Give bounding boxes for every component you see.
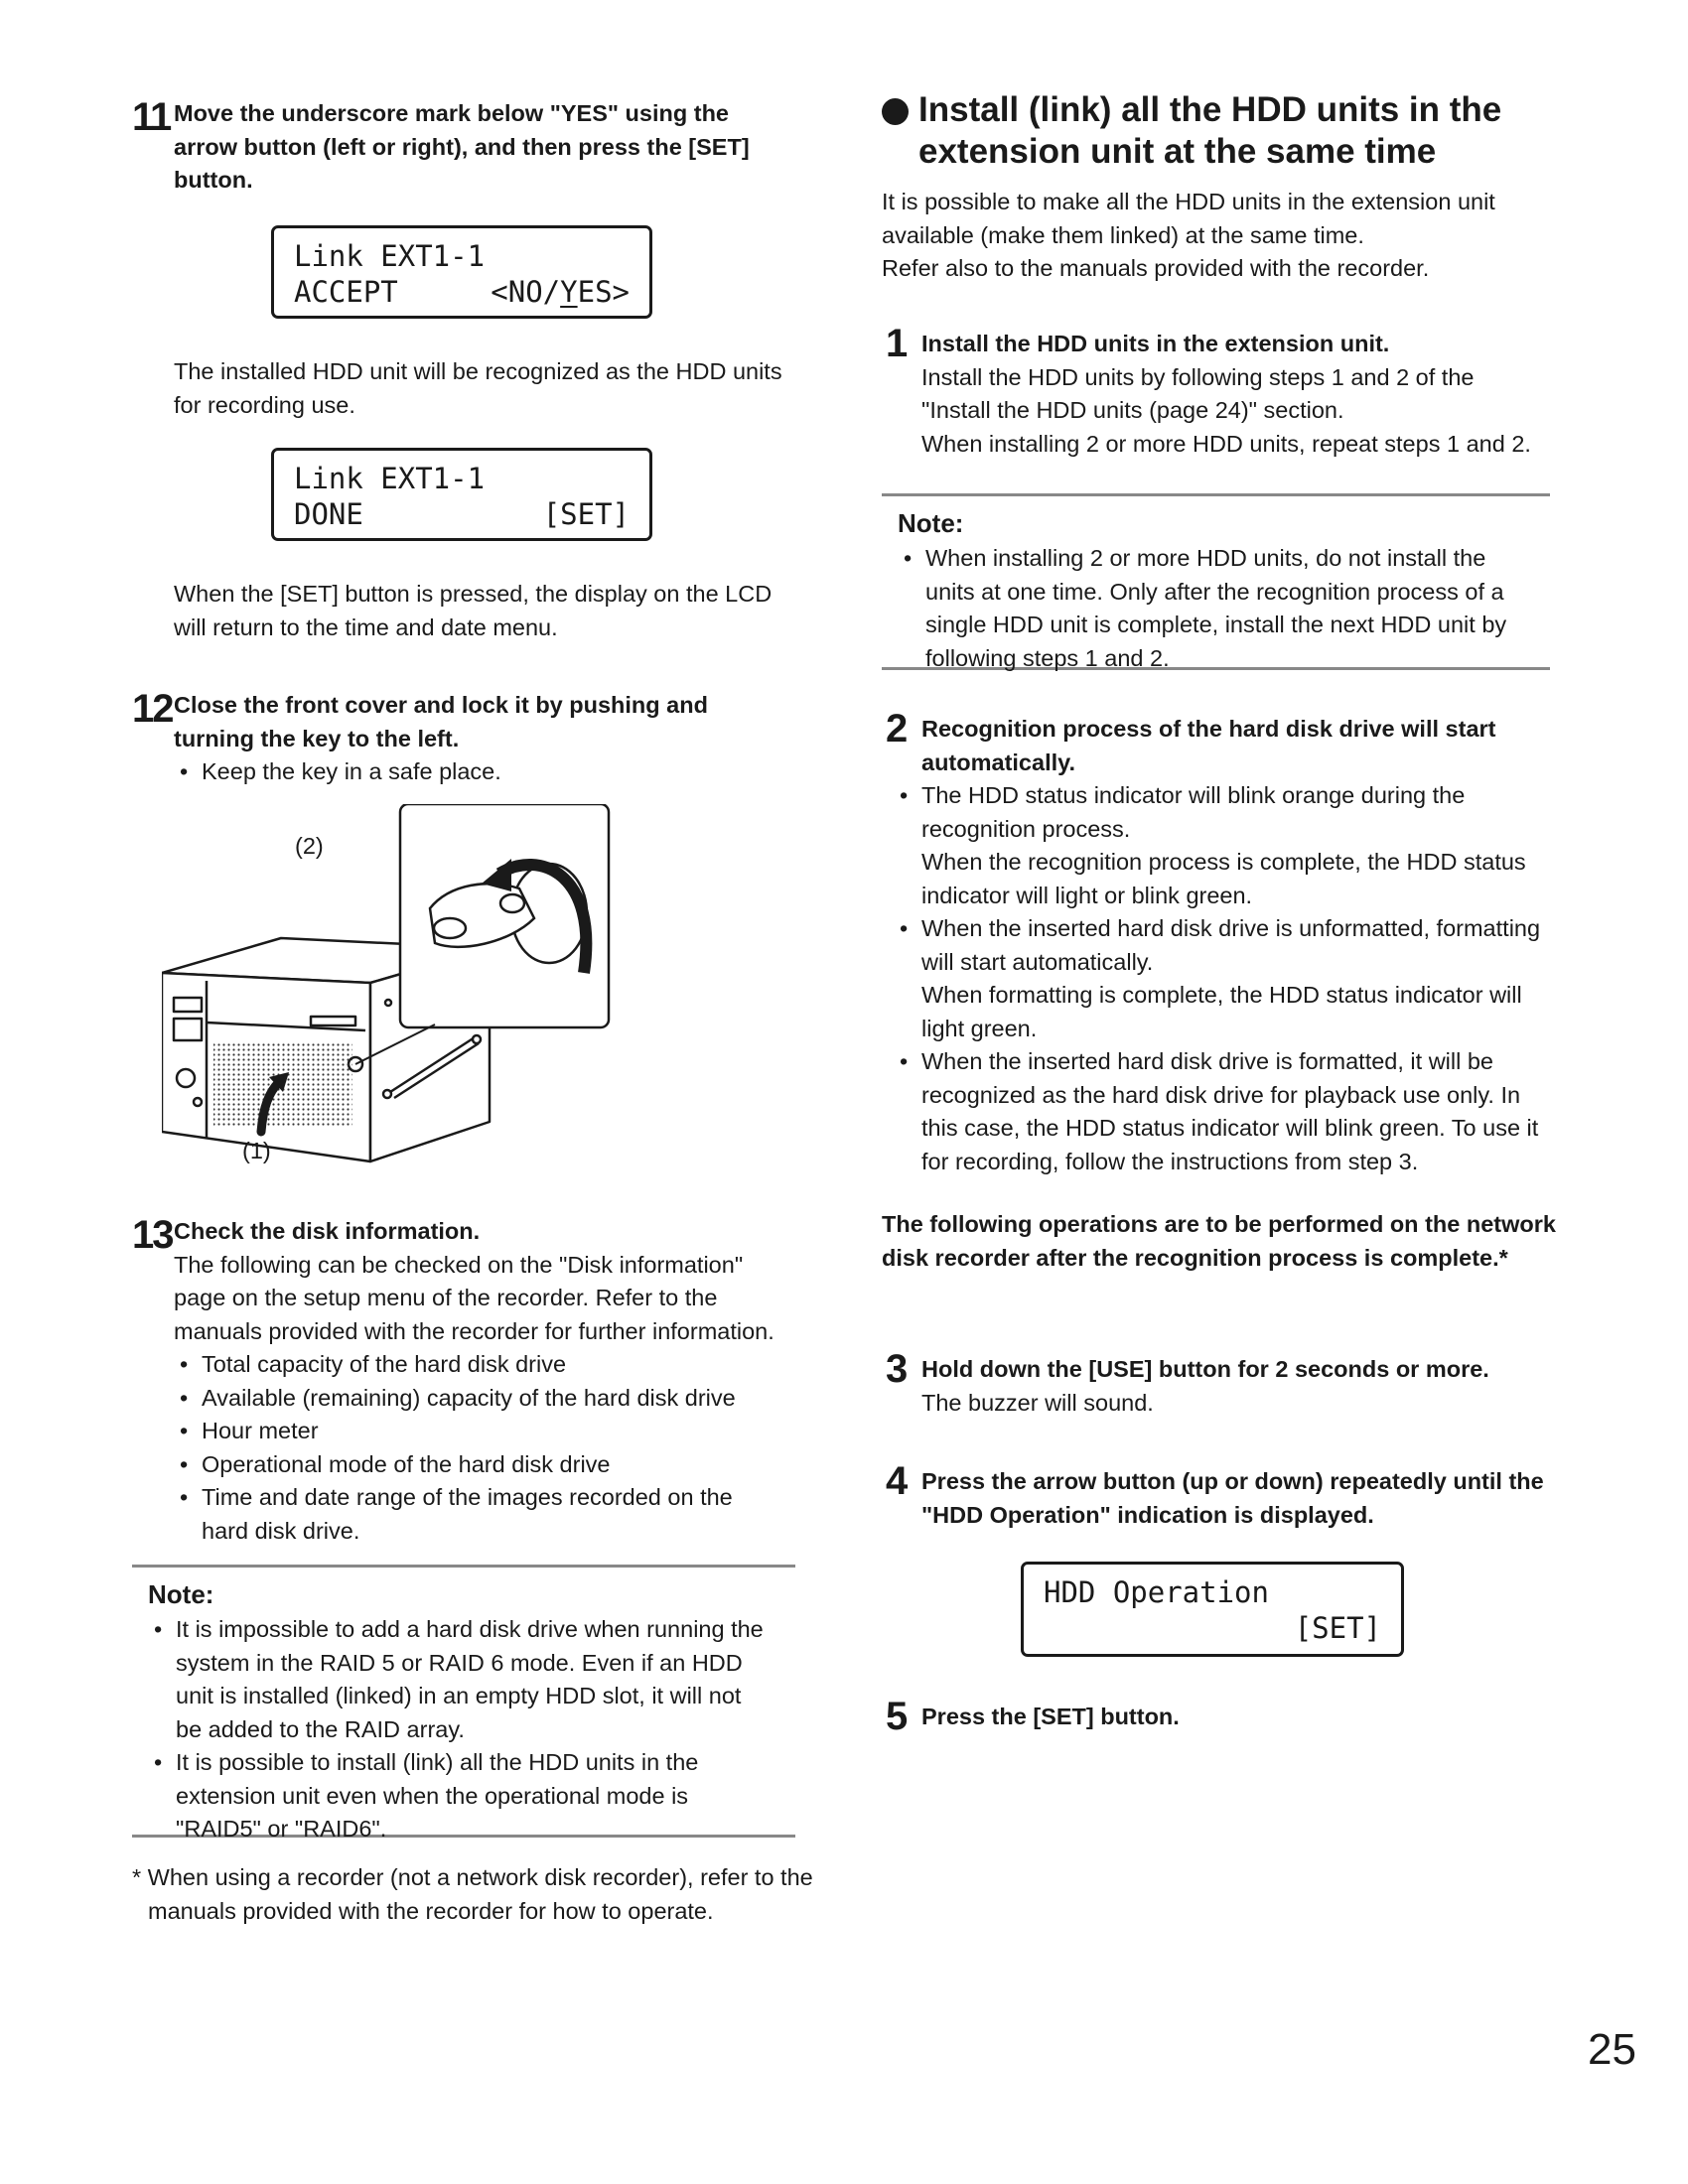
bullet-list xyxy=(174,1348,770,1548)
list-item: • It is possible to install (link) all the HDD units in the extension unit even when the operational mode is "RAID5" or "RAID6". xyxy=(148,1746,769,1846)
intro-paragraph xyxy=(882,186,1557,286)
paragraph: Install the HDD units by following steps 1 and 2 of the "Install the HDD units (page 24)" section. xyxy=(921,363,1475,423)
lcd-text: ES> xyxy=(577,275,630,309)
step-2 xyxy=(882,707,1557,1178)
page-number: 25 xyxy=(1588,2025,1636,2074)
lcd-display-accept xyxy=(271,225,652,319)
paragraph: When installing 2 or more HDD units, repeat steps 1 and 2. xyxy=(921,430,1531,457)
list-text: • When the inserted hard disk drive is unformatted, formatting will start automatically. xyxy=(921,915,1541,975)
step-heading: Recognition process of the hard disk drive will start automatically. xyxy=(921,716,1496,775)
step-number: 4 xyxy=(886,1459,907,1503)
lcd-display-hdd-operation xyxy=(1021,1562,1404,1657)
step-12 xyxy=(132,689,807,789)
step-heading: Press the [SET] button. xyxy=(921,1704,1180,1729)
lcd-line-2 xyxy=(1044,1610,1381,1646)
lcd-line-2 xyxy=(294,496,630,532)
step-heading: Move the underscore mark below "YES" using the arrow button (left or right), and then press the [SET] button. xyxy=(174,100,750,193)
step-heading: Install the HDD units in the extension unit. xyxy=(921,331,1390,356)
note-list xyxy=(148,1613,769,1846)
step-11 xyxy=(132,97,807,198)
lcd-line-1 xyxy=(294,238,630,274)
intro-text: It is possible to make all the HDD units in the extension unit available (make them linked) at the same time. xyxy=(882,189,1495,248)
lcd-text: Link EXT1-1 xyxy=(294,239,486,273)
lcd-text: HDD Operation xyxy=(1044,1575,1269,1609)
lcd-choice xyxy=(491,274,630,310)
intro-text: Refer also to the manuals provided with the recorder. xyxy=(882,255,1430,281)
illustration-label-2: (2) xyxy=(295,833,324,859)
lcd-line-2 xyxy=(294,274,630,310)
lcd-text: [SET] xyxy=(542,497,630,531)
section-heading: Install (link) all the HDD units in the extension unit at the same time xyxy=(918,90,1502,171)
step-13 xyxy=(132,1215,807,1548)
lcd-text: Link EXT1-1 xyxy=(294,462,486,495)
lcd-text: ACCEPT xyxy=(294,275,398,309)
underscore-mark: Y xyxy=(560,275,578,309)
step-heading: Check the disk information. xyxy=(174,1218,481,1244)
section-title-row xyxy=(882,89,1557,173)
list-item: • It is impossible to add a hard disk drive when running the system in the RAID 5 or RAID 6 mode. Even if an HDD unit is installed (linked) in an empty HDD slot, it will not be added to the RAID array. xyxy=(148,1613,769,1746)
lcd-text: DONE xyxy=(294,497,363,531)
step-heading: Hold down the [USE] button for 2 seconds or more. xyxy=(921,1356,1489,1382)
lcd-text: [SET] xyxy=(1294,1611,1381,1645)
list-item: • Operational mode of the hard disk drive xyxy=(174,1448,770,1482)
step-heading: Close the front cover and lock it by pushing and turning the key to the left. xyxy=(174,692,708,751)
step-5 xyxy=(882,1695,1557,1738)
step-1 xyxy=(882,322,1557,461)
section-title xyxy=(882,89,1557,173)
list-text: • When the inserted hard disk drive is formatted, it will be recognized as the hard disk drive for playback use only. In this case, the HDD status indicator will blink green. To use it for recording, follow the instructions from step 3. xyxy=(921,1048,1539,1174)
recorder-key-illustration xyxy=(162,804,777,1181)
list-text: When formatting is complete, the HDD status indicator will light green. xyxy=(921,982,1522,1041)
bold-paragraph: The following operations are to be performed on the network disk recorder after the recognition process is complete.* xyxy=(882,1211,1556,1271)
step-number: 5 xyxy=(886,1695,907,1738)
paragraph: When the [SET] button is pressed, the display on the LCD will return to the time and date menu. xyxy=(174,581,773,640)
list-item: • Hour meter xyxy=(174,1415,770,1448)
paragraph: The installed HDD unit will be recognized as the HDD units for recording use. xyxy=(174,358,782,418)
note-list xyxy=(898,542,1523,675)
illustration-label-1: (1) xyxy=(242,1138,271,1163)
paragraph: The following can be checked on the "Disk information" page on the setup menu of the recorder. Refer to the manuals provided with the recorder for further information. xyxy=(174,1251,774,1344)
bullet-list xyxy=(174,755,807,789)
step-number: 2 xyxy=(886,707,907,751)
bullet-dot-icon xyxy=(882,98,909,125)
step-number: 13 xyxy=(132,1213,173,1257)
step-4 xyxy=(882,1459,1557,1532)
lcd-display-done xyxy=(271,448,652,541)
step-number: 1 xyxy=(886,322,907,365)
lcd-line-1 xyxy=(294,461,630,496)
list-item xyxy=(894,779,1549,912)
step-heading: Press the arrow button (up or down) repeatedly until the "HDD Operation" indication is displayed. xyxy=(921,1468,1544,1528)
list-item: • When installing 2 or more HDD units, do not install the units at one time. Only after the recognition process of a single HDD unit is complete, install the next HDD unit by following steps 1 and 2. xyxy=(898,542,1523,675)
list-item: • Keep the key in a safe place. xyxy=(174,755,807,789)
list-item: • Time and date range of the images recorded on the hard disk drive. xyxy=(174,1481,770,1548)
note-title: Note: xyxy=(898,508,964,538)
footnote: * When using a recorder (not a network disk recorder), refer to the manuals provided with the recorder for how to operate. xyxy=(132,1864,813,1924)
step-number: 3 xyxy=(886,1347,907,1391)
list-text: • The HDD status indicator will blink orange during the recognition process. xyxy=(921,782,1466,842)
note-box xyxy=(882,493,1550,670)
step-number: 12 xyxy=(132,687,173,731)
list-text: When the recognition process is complete, the HDD status indicator will light or blink green. xyxy=(921,849,1526,908)
list-item: • Total capacity of the hard disk drive xyxy=(174,1348,770,1382)
lcd-text: <NO/ xyxy=(491,275,561,309)
list-item xyxy=(894,1045,1549,1178)
list-item xyxy=(894,912,1549,1045)
bullet-list xyxy=(894,779,1549,1178)
note-box xyxy=(132,1565,795,1842)
paragraph: The buzzer will sound. xyxy=(921,1389,1154,1416)
step-3 xyxy=(882,1347,1557,1420)
lcd-line-1 xyxy=(1044,1574,1381,1610)
note-title: Note: xyxy=(148,1579,214,1609)
step-number: 11 xyxy=(132,95,171,139)
list-item: • Available (remaining) capacity of the hard disk drive xyxy=(174,1382,770,1416)
